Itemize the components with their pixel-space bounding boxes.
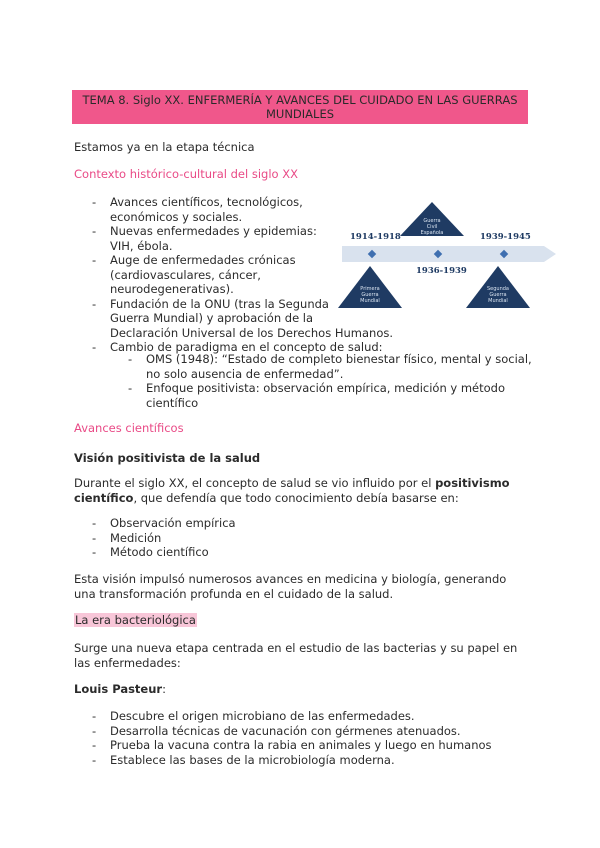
title-line-1: TEMA 8. Siglo XX. ENFERMERÍA Y AVANCES DEL CUIDADO EN LAS GUERRAS [82, 93, 518, 107]
bacteria-paragraph: Surge una nueva etapa centrada en el estudio de las bacterias y su papel en las enfermedades: [74, 641, 518, 670]
bacteria-heading: La era bacteriológica [75, 613, 196, 627]
list-item: - Avances científicos, tecnológicos, económicos y sociales. [92, 195, 332, 224]
year-label-1939: 1939-1945 [480, 232, 531, 242]
left-triangle-text: Primera Guerra Mundial [360, 286, 380, 304]
list-item: - OMS (1948): “Estado de completo bienestar físico, mental y social, no solo ausencia de enfermedad”. [128, 352, 548, 381]
list-item: - Descubre el origen microbiano de las enfermedades. [92, 709, 532, 724]
list-item: - Auge de enfermedades crónicas (cardiovasculares, cáncer, neurodegenerativas). [92, 253, 332, 297]
positivism-subheading: Visión positivista de la salud [74, 451, 261, 465]
positivism-paragraph: Durante el siglo XX, el concepto de salud se vio influido por el positivismo científico, que defendía que todo conocimiento debía basarse en: [74, 476, 510, 505]
wars-timeline-diagram [338, 202, 560, 316]
pasteur-label: Louis Pasteur: [74, 682, 166, 696]
year-label-1914: 1914-1918 [350, 232, 401, 242]
top-triangle-text: Guerra Civil Española [420, 218, 444, 236]
title-line-2: MUNDIALES [265, 107, 335, 121]
list-item: - Observación empírica [92, 516, 392, 531]
list-item: - Cambio de paradigma en el concepto de salud: [92, 340, 470, 355]
list-item: - Nuevas enfermedades y epidemias: VIH, ébola. [92, 224, 332, 253]
list-item: - Prueba la vacuna contra la rabia en animales y luego en humanos [92, 738, 532, 753]
intro-text: Estamos ya en la etapa técnica [74, 140, 255, 154]
positivism-list [92, 516, 392, 560]
list-item: - Enfoque positivista: observación empírica, medición y método científico [128, 381, 548, 410]
context-heading: Contexto histórico-cultural del siglo XX [74, 167, 298, 181]
impact-paragraph: Esta visión impulsó numerosos avances en medicina y biología, generando una transformación profunda en el cuidado de la salud. [74, 572, 507, 601]
pasteur-list [92, 709, 532, 767]
title-banner [72, 90, 528, 124]
advances-heading: Avances científicos [74, 421, 184, 435]
list-item: - Método científico [92, 545, 392, 560]
right-triangle-text: Segunda Guerra Mundial [487, 286, 509, 304]
list-item: - Desarrolla técnicas de vacunación con gérmenes atenuados. [92, 724, 532, 739]
context-sublist [128, 352, 548, 410]
list-item: - Medición [92, 531, 392, 546]
year-label-1936: 1936-1939 [416, 266, 467, 276]
list-item: - Establece las bases de la microbiología moderna. [92, 753, 532, 768]
list-item: - Fundación de la ONU (tras la Segunda Guerra Mundial) y aprobación de la Declaración Universal de los Derechos Humanos. [92, 297, 470, 341]
